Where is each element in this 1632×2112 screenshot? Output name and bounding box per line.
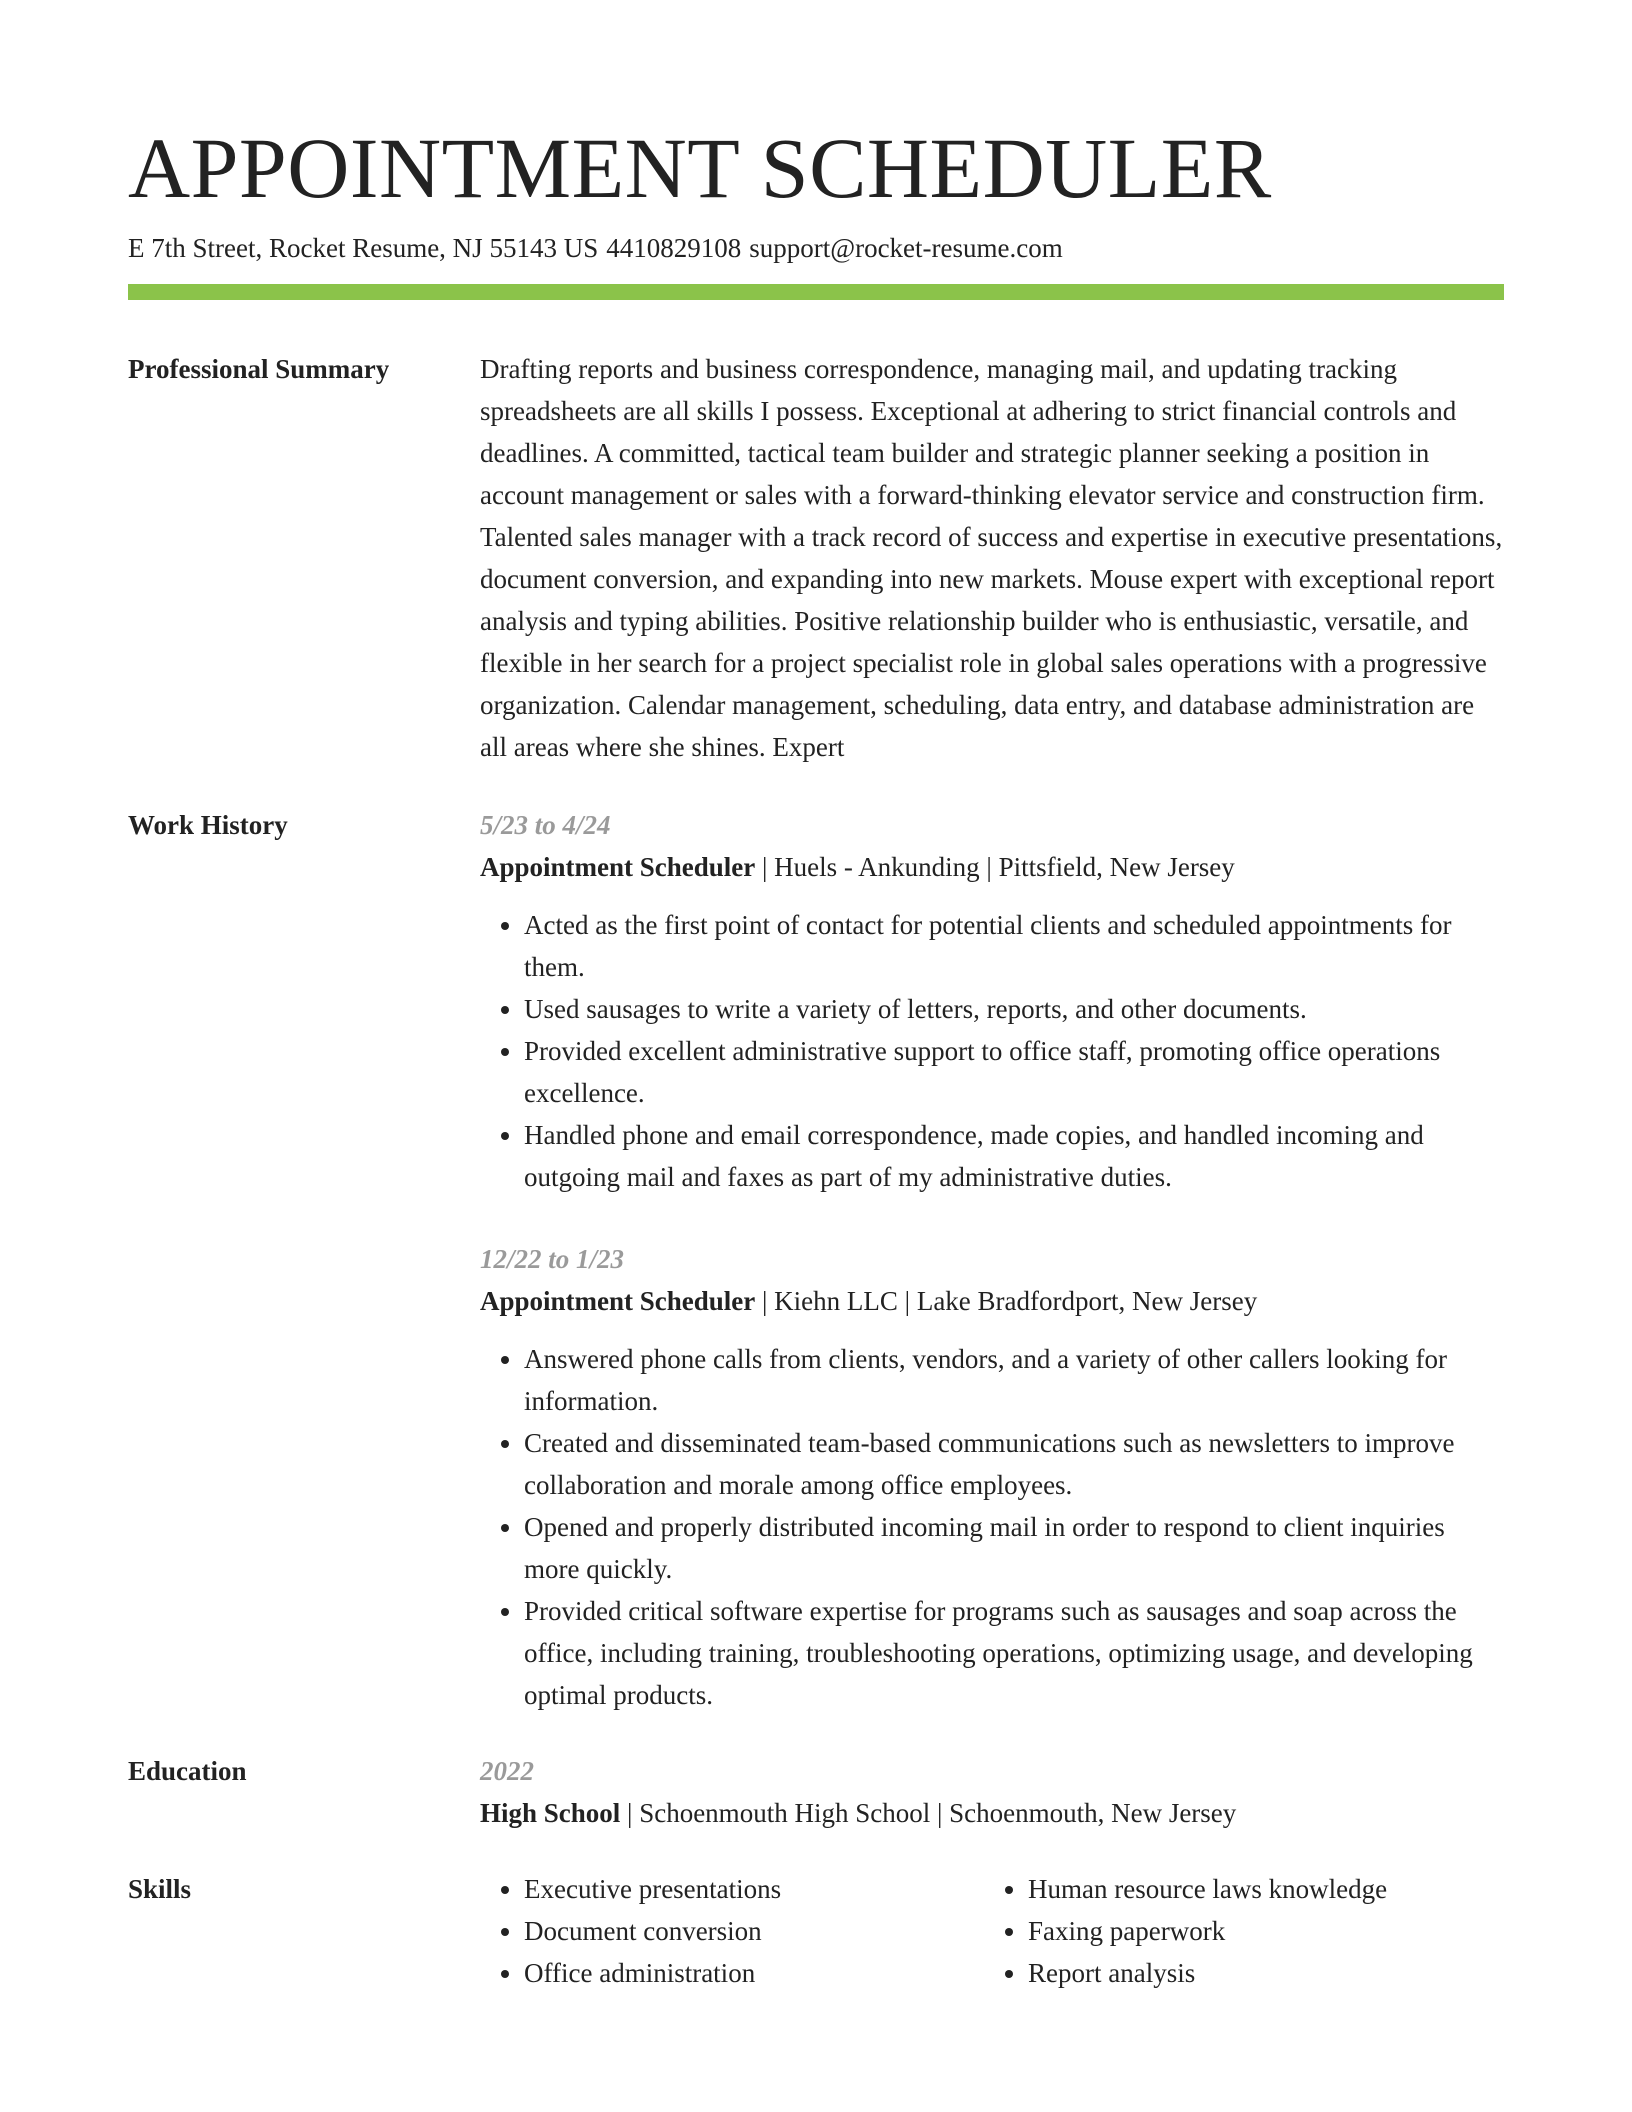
skill-item: • Faxing paperwork xyxy=(1028,1910,1488,1952)
skill-item: • Office administration xyxy=(524,1952,984,1994)
education-year: 2022 xyxy=(480,1756,534,1786)
work-history-heading: Work History xyxy=(128,810,288,840)
education-line xyxy=(480,1792,1504,1834)
summary-text: Drafting reports and business correspondence, managing mail, and updating tracking spreadsheets are all skills I possess. Exceptional at adhering to strict financial controls and deadlines. A committed, tactical team builder and strategic planner seeking a position in account management or sales with a forward-thinking elevator service and construction firm. Talented sales manager with a track record of success and expertise in executive presentations, document conversion, and expanding into new markets. Mouse expert with exceptional report analysis and typing abilities. Positive relationship builder who is enthusiastic, versatile, and flexible in her search for a project specialist role in global sales operations with a progressive organization. Calendar management, scheduling, data entry, and database administration are all areas where she shines. Expert xyxy=(480,354,1503,762)
skill-item: • Report analysis xyxy=(1028,1952,1488,1994)
skills-section xyxy=(128,1868,1504,1994)
job-bullet: • Answered phone calls from clients, vendors, and a variety of other callers looking for information. xyxy=(524,1338,1504,1422)
job-dates: 5/23 to 4/24 xyxy=(480,810,611,840)
skill-item: • Human resource laws knowledge xyxy=(1028,1868,1488,1910)
skill-item: • Executive presentations xyxy=(524,1868,984,1910)
skills-content xyxy=(480,1868,1504,1994)
job-bullet: • Used sausages to write a variety of letters, reports, and other documents. xyxy=(524,988,1504,1030)
job-details: | Huels - Ankunding | Pittsfield, New Jersey xyxy=(755,852,1235,882)
job-title: Appointment Scheduler xyxy=(480,852,756,882)
job-details: | Kiehn LLC | Lake Bradfordport, New Jersey xyxy=(755,1286,1258,1316)
skills-heading: Skills xyxy=(128,1874,192,1904)
education-details: | Schoenmouth High School | Schoenmouth, New Jersey xyxy=(620,1798,1237,1828)
education-degree: High School xyxy=(480,1798,621,1828)
job-dates: 12/22 to 1/23 xyxy=(480,1244,625,1274)
work-history-content xyxy=(480,804,1504,1716)
job-bullet: • Acted as the first point of contact for potential clients and scheduled appointments for them. xyxy=(524,904,1504,988)
contact-phone: 4410829108 xyxy=(606,233,742,263)
job-bullet: • Handled phone and email correspondence, made copies, and handled incoming and outgoing mail and faxes as part of my administrative duties. xyxy=(524,1114,1504,1198)
job-bullets xyxy=(480,1338,1504,1716)
contact-email: support@rocket-resume.com xyxy=(749,233,1063,263)
job-bullets xyxy=(480,904,1504,1198)
job-entry xyxy=(480,804,1504,1198)
contact-address: E 7th Street, Rocket Resume, NJ 55143 US xyxy=(128,233,599,263)
summary-section xyxy=(128,348,1504,768)
job-line xyxy=(480,1280,1504,1322)
education-section xyxy=(128,1750,1504,1834)
contact-line xyxy=(128,230,1504,266)
education-heading: Education xyxy=(128,1756,247,1786)
resume-name: APPOINTMENT SCHEDULER xyxy=(128,120,1272,216)
skills-grid xyxy=(480,1868,1504,1994)
skills-column-right xyxy=(984,1868,1488,1994)
job-entry xyxy=(480,1238,1504,1716)
accent-divider xyxy=(128,284,1504,300)
job-bullet: • Created and disseminated team-based communications such as newsletters to improve collaboration and morale among office employees. xyxy=(524,1422,1504,1506)
job-title: Appointment Scheduler xyxy=(480,1286,756,1316)
job-bullet: • Provided excellent administrative support to office staff, promoting office operations excellence. xyxy=(524,1030,1504,1114)
skills-column-left xyxy=(480,1868,984,1994)
job-bullet: • Opened and properly distributed incoming mail in order to respond to client inquiries more quickly. xyxy=(524,1506,1504,1590)
skill-item: • Document conversion xyxy=(524,1910,984,1952)
job-line xyxy=(480,846,1504,888)
summary-heading: Professional Summary xyxy=(128,354,390,384)
job-bullet: • Provided critical software expertise for programs such as sausages and soap across the office, including training, troubleshooting operations, optimizing usage, and developing optimal products. xyxy=(524,1590,1504,1716)
education-content xyxy=(480,1750,1504,1834)
work-history-section xyxy=(128,804,1504,1716)
